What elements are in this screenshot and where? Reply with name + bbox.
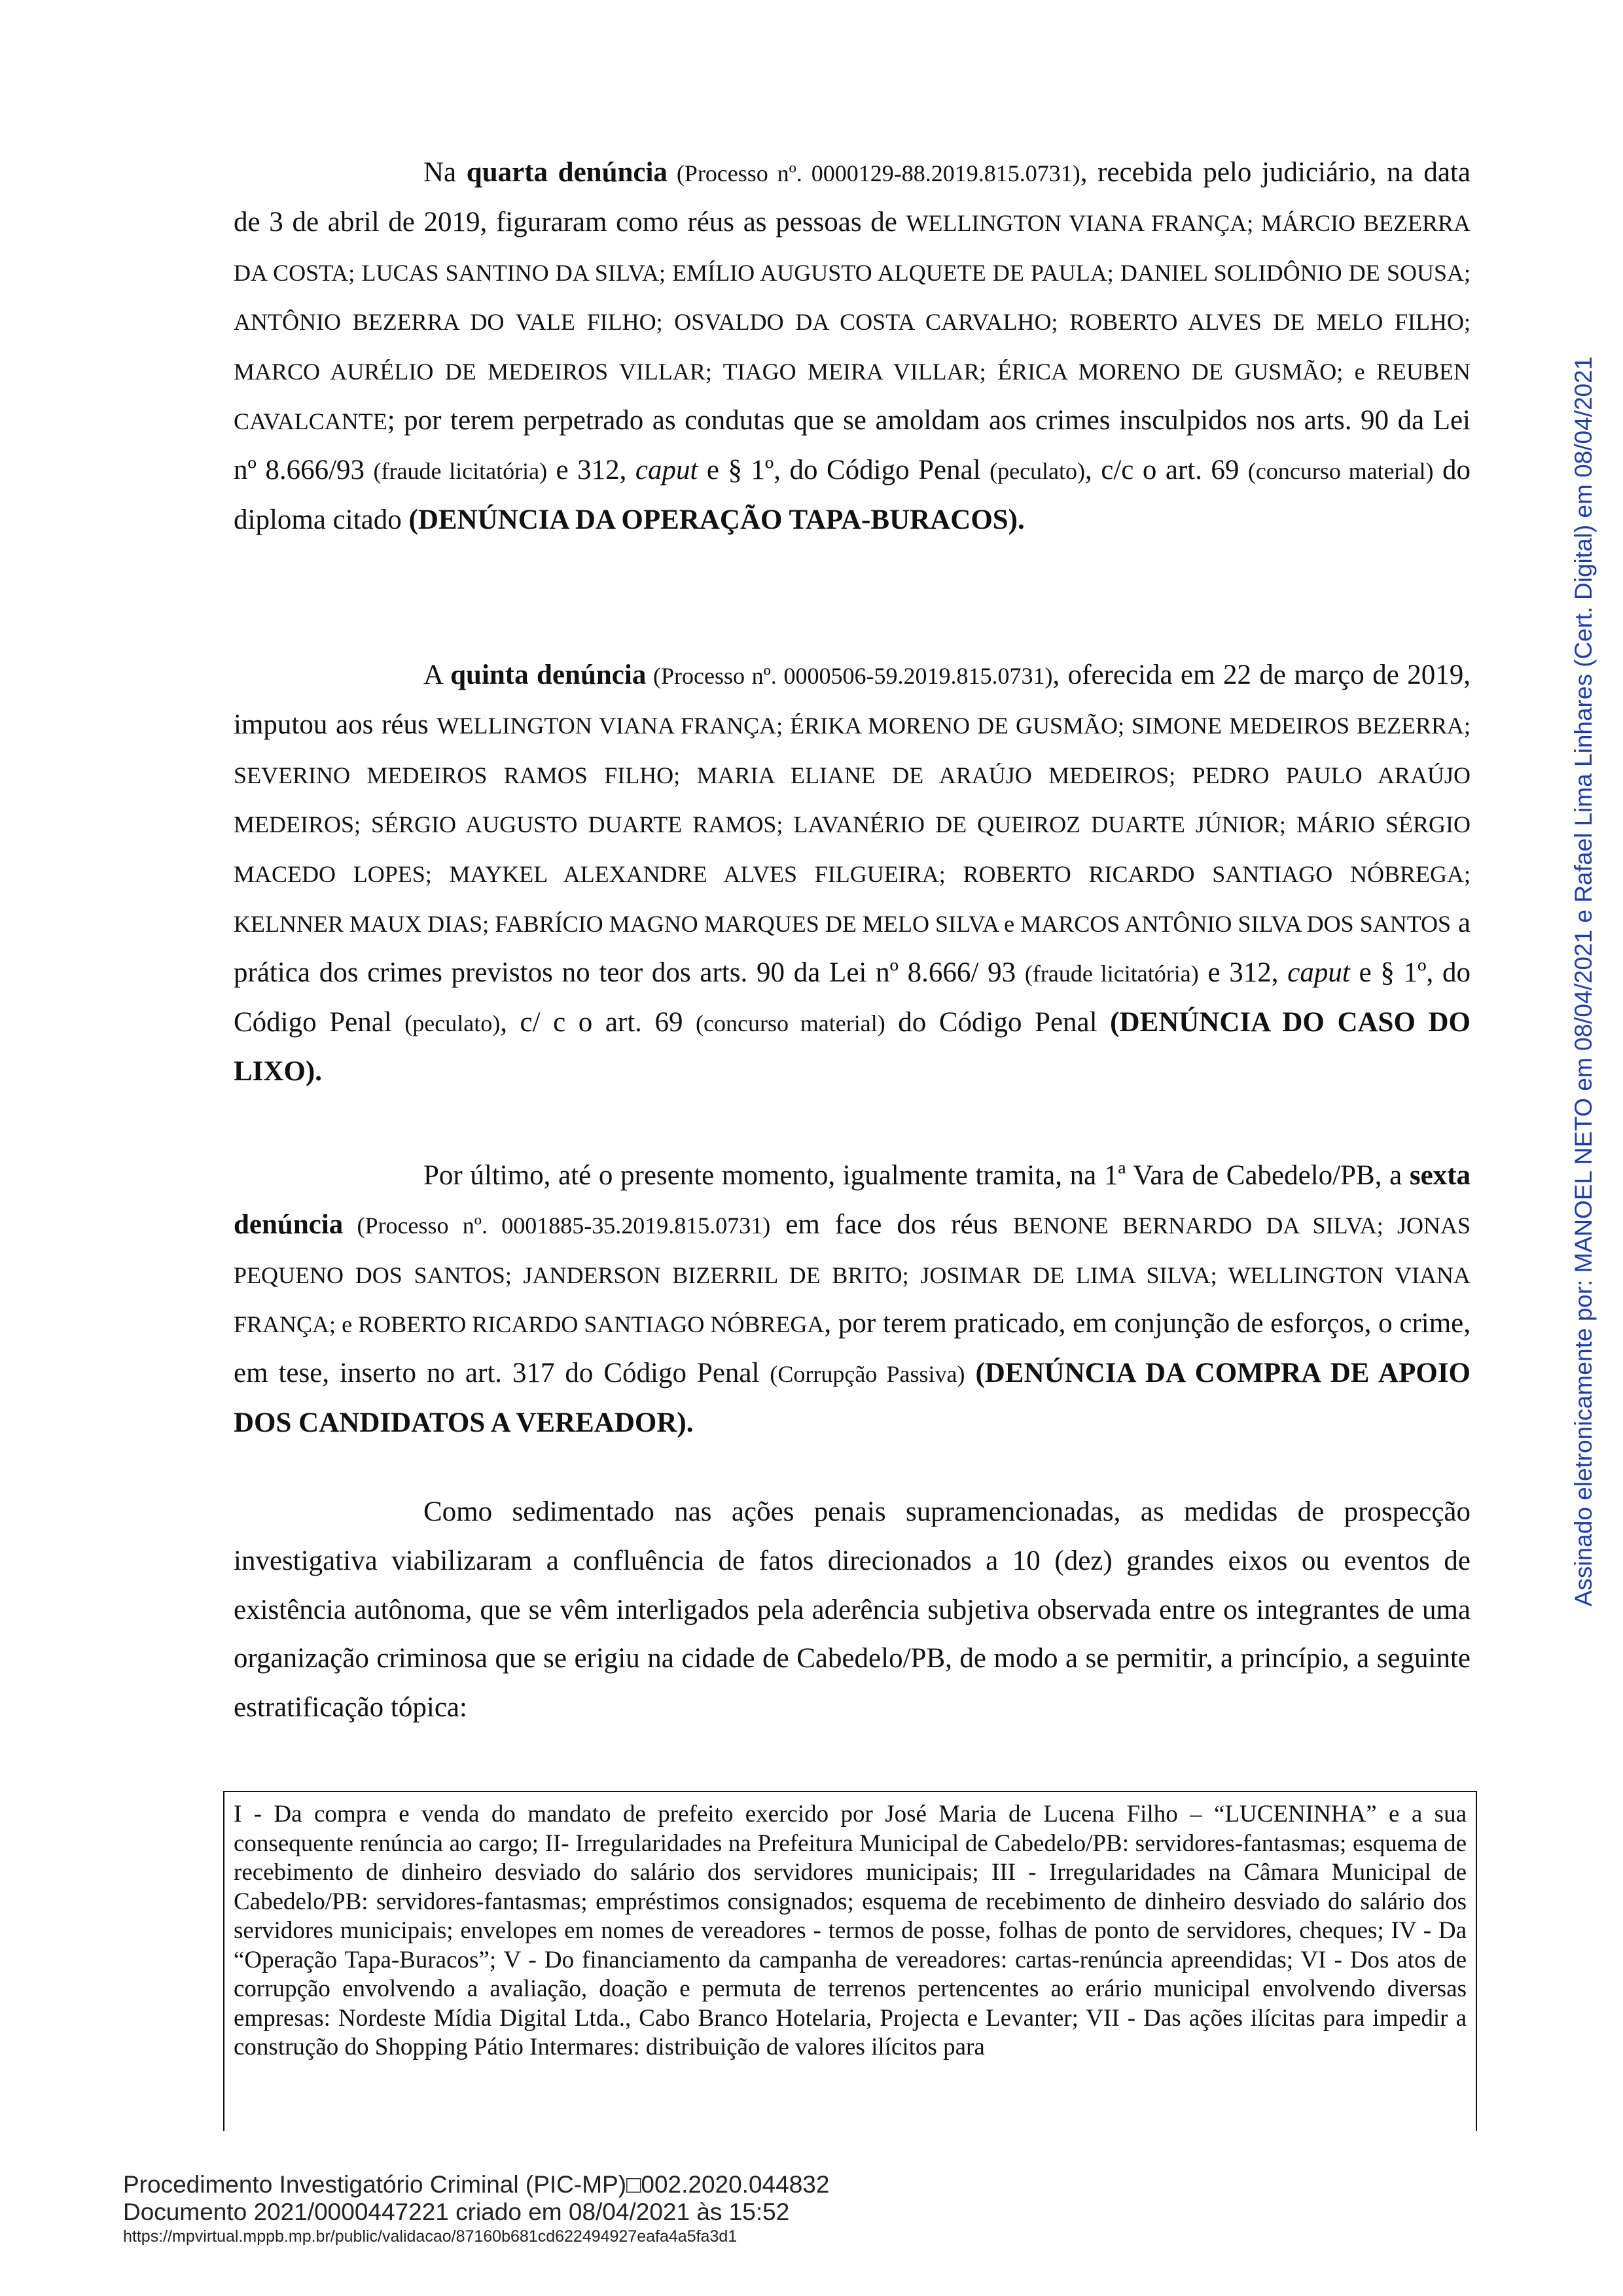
- paragraph-sexta-denuncia: Por último, até o presente momento, igualmente tramita, na 1ª Vara de Cabedelo/PB, a sexta denúncia (Processo nº. 0001885-35.2019.815.0731) em face dos réus BENONE BERNARDO DA SILVA; JONAS PEQUENO DOS SANTOS; JANDERSON BIZERRIL DE BRITO; JOSIMAR DE LIMA SILVA; WELLINGTON VIANA FRANÇA; e ROBERTO RICARDO SANTIAGO NÓBREGA, por terem praticado, em conjunção de esforços, o crime, em tese, inserto no art. 317 do Código Penal (Corrupção Passiva) (DENÚNCIA DA COMPRA DE APOIO DOS CANDIDATOS A VEREADOR).: [234, 1160, 1471, 1438]
- defendants-list: WELLINGTON VIANA FRANÇA; ÉRIKA MORENO DE GUSMÃO; SIMONE MEDEIROS BEZERRA; SEVERINO MEDEIROS RAMOS FILHO; MARIA ELIANE DE ARAÚJO MEDEIROS; PEDRO PAULO ARAÚJO MEDEIROS; SÉRGIO AUGUSTO DUARTE RAMOS; LAVANÉRIO DE QUEIROZ DUARTE JÚNIOR; MÁRIO SÉRGIO MACEDO LOPES; MAYKEL ALEXANDRE ALVES FILGUEIRA; ROBERTO RICARDO SANTIAGO NÓBREGA; KELNNER MAUX DIAS; FABRÍCIO MAGNO MARQUES DE MELO SILVA e MARCOS ANTÔNIO SILVA DOS SANTOS: [234, 712, 1471, 937]
- bold-quarta-denuncia: quarta denúncia: [466, 157, 668, 188]
- footer-document-id: Documento 2021/0000447221 criado em 08/04/2021 às 15:52: [123, 2199, 790, 2225]
- topics-box: [223, 1791, 1477, 2131]
- document-footer: [123, 2171, 1105, 2247]
- paragraph-quinta-denuncia: A quinta denúncia (Processo nº. 0000506-59.2019.815.0731), oferecida em 22 de março de 2019, imputou aos réus WELLINGTON VIANA FRANÇA; ÉRIKA MORENO DE GUSMÃO; SIMONE MEDEIROS BEZERRA; SEVERINO MEDEIROS RAMOS FILHO; MARIA ELIANE DE ARAÚJO MEDEIROS; PEDRO PAULO ARAÚJO MEDEIROS; SÉRGIO AUGUSTO DUARTE RAMOS; LAVANÉRIO DE QUEIROZ DUARTE JÚNIOR; MÁRIO SÉRGIO MACEDO LOPES; MAYKEL ALEXANDRE ALVES FILGUEIRA; ROBERTO RICARDO SANTIAGO NÓBREGA; KELNNER MAUX DIAS; FABRÍCIO MAGNO MARQUES DE MELO SILVA e MARCOS ANTÔNIO SILVA DOS SANTOS a prática dos crimes previstos no teor dos arts. 90 da Lei nº 8.666/ 93 (fraude licitatória) e 312, caput e § 1º, do Código Penal (peculato), c/ c o art. 69 (concurso material) do Código Penal (DENÚNCIA DO CASO DO LIXO).: [234, 660, 1471, 1087]
- bold-case-title: (DENÚNCIA DA COMPRA DE APOIO DOS CANDIDATOS A VEREADOR).: [234, 1358, 1471, 1438]
- paragraph-quarta-denuncia: Na quarta denúncia (Processo nº. 0000129-88.2019.815.0731), recebida pelo judiciário, na data de 3 de abril de 2019, figuraram como réus as pessoas de WELLINGTON VIANA FRANÇA; MÁRCIO BEZERRA DA COSTA; LUCAS SANTINO DA SILVA; EMÍLIO AUGUSTO ALQUETE DE PAULA; DANIEL SOLIDÔNIO DE SOUSA; ANTÔNIO BEZERRA DO VALE FILHO; OSVALDO DA COSTA CARVALHO; ROBERTO ALVES DE MELO FILHO; MARCO AURÉLIO DE MEDEIROS VILLAR; TIAGO MEIRA VILLAR; ÉRICA MORENO DE GUSMÃO; e REUBEN CAVALCANTE; por terem perpetrado as condutas que se amoldam aos crimes insculpidos nos arts. 90 da Lei nº 8.666/93 (fraude licitatória) e 312, caput e § 1º, do Código Penal (peculato), c/c o art. 69 (concurso material) do diploma citado (DENÚNCIA DA OPERAÇÃO TAPA-BURACOS).: [234, 157, 1471, 535]
- bold-sexta-denuncia: sexta denúncia: [234, 1160, 1471, 1240]
- footer-procedure: Procedimento Investigatório Criminal (PIC-MP)□002.2020.044832: [123, 2171, 830, 2198]
- bold-case-title: (DENÚNCIA DA OPERAÇÃO TAPA-BURACOS).: [408, 504, 1025, 535]
- signature-margin: [1564, 131, 1603, 1832]
- digital-signature-text: Assinado eletronicamente por: MANOEL NETO em 08/04/2021 e Rafael Lima Linhares (Cert. Digital) em 08/04/2021: [1570, 356, 1597, 1607]
- footer-validation-link[interactable]: https://mpvirtual.mppb.mp.br/public/validacao/87160b681cd622494927eafa4a5fa3d1: [123, 2227, 738, 2246]
- paragraph-conclusion: Como sedimentado nas ações penais supramencionadas, as medidas de prospecção investigativa viabilizaram a confluência de fatos direcionados a 10 (dez) grandes eixos ou eventos de existência autônoma, que se vêm interligados pela aderência subjetiva observada entre os integrantes de uma organização criminosa que se erigiu na cidade de Cabedelo/PB, de modo a se permitir, a princípio, a seguinte estratificação tópica:: [234, 1496, 1471, 1723]
- bold-quinta-denuncia: quinta denúncia: [450, 660, 647, 690]
- defendants-list: WELLINGTON VIANA FRANÇA; MÁRCIO BEZERRA DA COSTA; LUCAS SANTINO DA SILVA; EMÍLIO AUGUSTO ALQUETE DE PAULA; DANIEL SOLIDÔNIO DE SOUSA; ANTÔNIO BEZERRA DO VALE FILHO; OSVALDO DA COSTA CARVALHO; ROBERTO ALVES DE MELO FILHO; MARCO AURÉLIO DE MEDEIROS VILLAR; TIAGO MEIRA VILLAR; ÉRICA MORENO DE GUSMÃO; e REUBEN CAVALCANTE: [234, 209, 1471, 434]
- defendants-list: BENONE BERNARDO DA SILVA; JONAS PEQUENO DOS SANTOS; JANDERSON BIZERRIL DE BRITO; JOSIMAR DE LIMA SILVA; WELLINGTON VIANA FRANÇA; e ROBERTO RICARDO SANTIAGO NÓBREGA: [234, 1212, 1471, 1338]
- bold-case-title: (DENÚNCIA DO CASO DO LIXO).: [234, 1006, 1471, 1087]
- topics-text: I - Da compra e venda do mandato de prefeito exercido por José Maria de Lucena Filho – “LUCENINHA” e a sua consequente renúncia ao cargo; II- Irregularidades na Prefeitura Municipal de Cabedelo/PB: servidores-fantasmas; esquema de recebimento de dinheiro desviado do salário dos servidores municipais; III - Irregularidades na Câmara Municipal de Cabedelo/PB: servidores-fantasmas; empréstimos consignados; esquema de recebimento de dinheiro desviado do salário dos servidores municipais; envelopes em nomes de vereadores - termos de posse, folhas de ponto de servidores, cheques; IV - Da “Operação Tapa-Buracos”; V - Do financiamento da campanha de vereadores: cartas-renúncia apreendidas; VI - Dos atos de corrupção envolvendo a avaliação, doação e permuta de terrenos pertencentes ao erário municipal envolvendo diversas empresas: Nordeste Mídia Digital Ltda., Cabo Branco Hotelaria, Projecta e Levanter; VII - Das ações ilícitas para impedir a construção do Shopping Pátio Intermares: distribuição de valores ilícitos para: [234, 1801, 1467, 2060]
